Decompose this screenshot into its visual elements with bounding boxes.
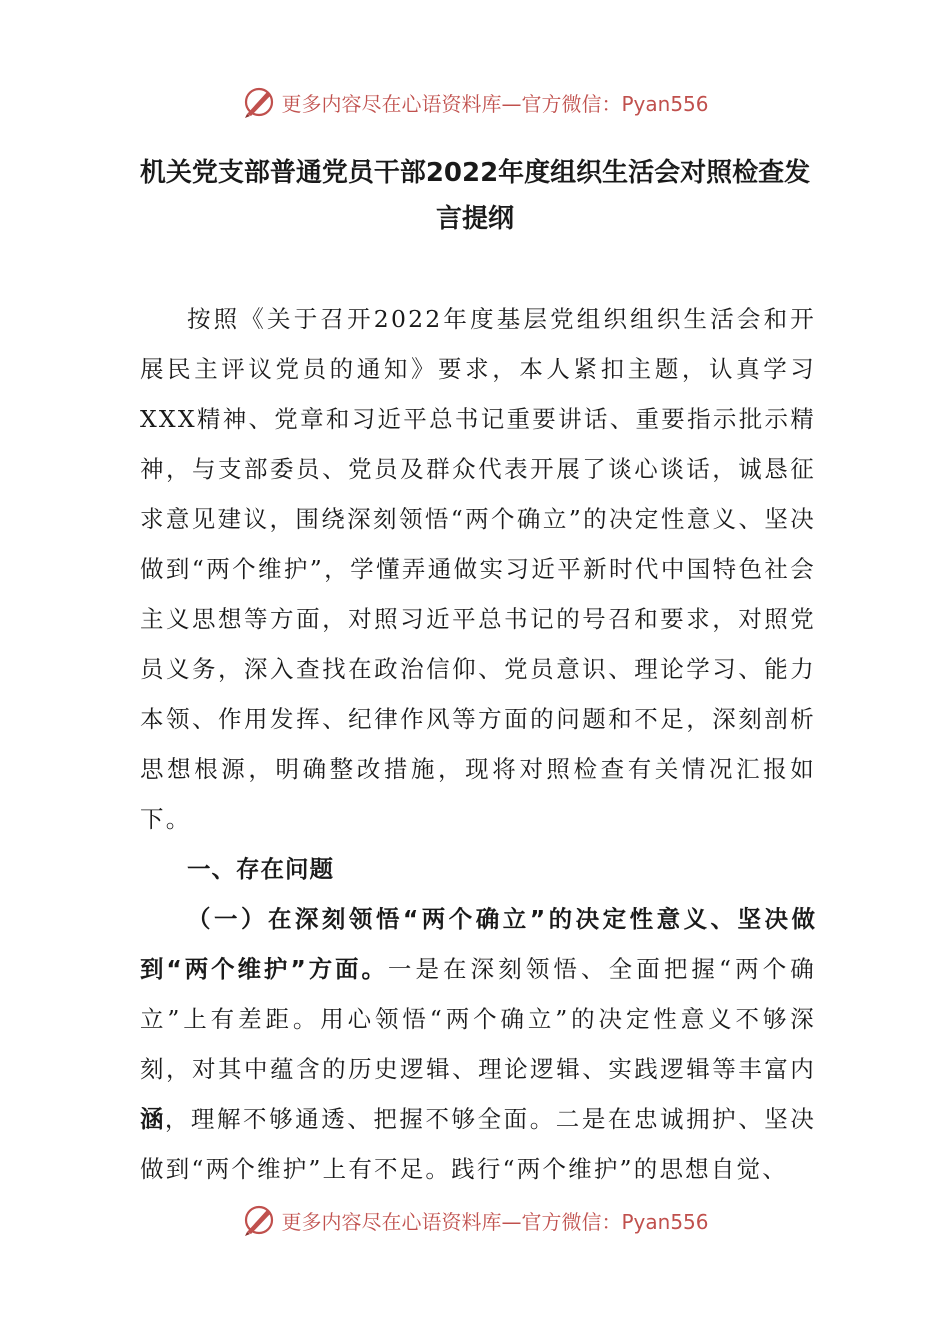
section-heading: 一、存在问题 bbox=[187, 855, 334, 883]
document-title: 机关党支部普通党员干部2022年度组织生活会对照检查发言提纲 bbox=[139, 158, 811, 234]
pen-logo-icon bbox=[241, 1202, 277, 1238]
watermark-header bbox=[0, 82, 950, 122]
pen-logo-icon bbox=[241, 84, 277, 120]
bold-char: 涵 bbox=[140, 1105, 165, 1133]
subsection-text-a: 一是在深刻领悟、全面把握“两个确立”上有差距。用心领悟“两个确立”的决定性意义不够深刻，对其中蕴含的历史逻辑、理论逻辑、实践逻辑等丰富内 bbox=[140, 955, 817, 1083]
watermark-text: 更多内容尽在心语资料库—官方微信： bbox=[281, 1209, 622, 1234]
subsection-text-b: ，理解不够通透、把握不够全面。二是在忠诚拥护、坚决做到“两个维护”上有不足。践行“两个维护”的思想自觉、 bbox=[140, 1105, 817, 1183]
subsection-paragraph bbox=[140, 894, 816, 1194]
watermark-footer bbox=[0, 1200, 950, 1240]
watermark-handle: Pyan556 bbox=[621, 1209, 709, 1234]
watermark-handle: Pyan556 bbox=[621, 91, 709, 116]
watermark-text: 更多内容尽在心语资料库—官方微信： bbox=[281, 91, 622, 116]
document-body bbox=[140, 294, 816, 1194]
intro-paragraph: 按照《关于召开2022年度基层党组织组织生活会和开展民主评议党员的通知》要求，本人紧扣主题，认真学习XXX精神、党章和习近平总书记重要讲话、重要指示批示精神，与支部委员、党员及群众代表开展了谈心谈话，诚恳征求意见建议，围绕深刻领悟“两个确立”的决定性意义、坚决做到“两个维护”，学懂弄通做实习近平新时代中国特色社会主义思想等方面，对照习近平总书记的号召和要求，对照党员义务，深入查找在政治信仰、党员意识、理论学习、能力本领、作用发挥、纪律作风等方面的问题和不足，深刻剖析思想根源，明确整改措施，现将对照检查有关情况汇报如下。 bbox=[140, 305, 816, 833]
subsection-heading: （一）在深刻领悟“两个确立”的决定性意义、坚决做到“两个维护”方面。 bbox=[140, 905, 816, 983]
